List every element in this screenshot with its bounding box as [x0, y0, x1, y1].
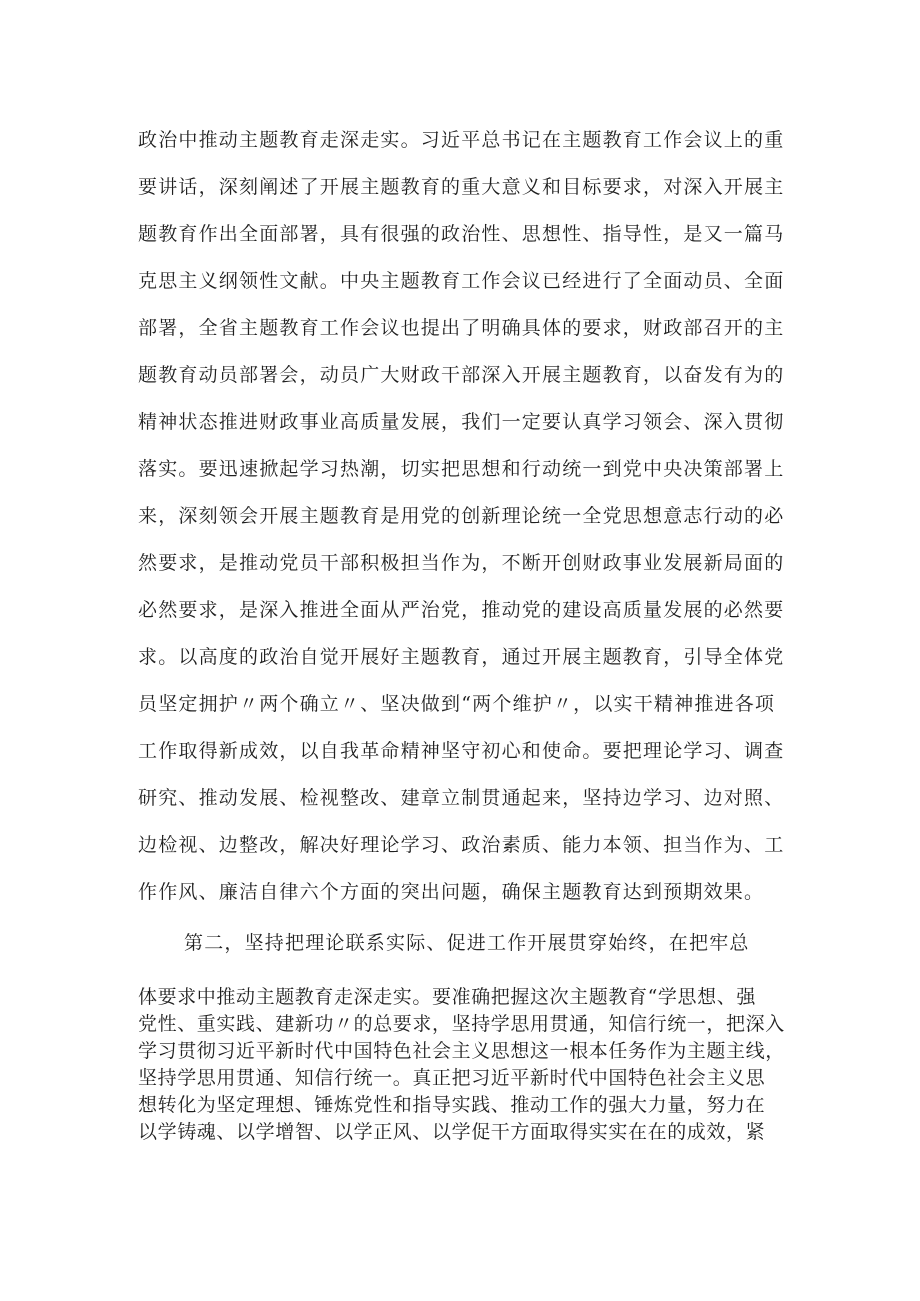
- text-line: 来，深刻领会开展主题教育是用党的创新理论统一全党思想意志行动的必: [138, 505, 785, 527]
- text-line: 题教育动员部署会，动员广大财政干部深入开展主题教育，以奋发有为的: [138, 364, 785, 386]
- text-line: 政治中推动主题教育走深走实。习近平总书记在主题教育工作会议上的重: [138, 129, 785, 151]
- text-line: 学习贯彻习近平新时代中国特色社会主义思想这一根本任务作为主题主线，: [138, 1040, 785, 1062]
- text-line: 体要求中推动主题教育走深走实。要准确把握这次主题教育“学思想、强: [138, 986, 756, 1008]
- text-line: 工作取得新成效，以自我革命精神坚守初心和使命。要把理论学习、调查: [138, 740, 785, 762]
- text-line: 必然要求，是深入推进全面从严治党，推动党的建设高质量发展的必然要: [138, 599, 785, 621]
- text-line: 然要求，是推动党员干部积极担当作为，不断开创财政事业发展新局面的: [138, 552, 785, 574]
- text-line: 坚持学思用贯通、知信行统一。真正把习近平新时代中国特色社会主义思: [138, 1067, 766, 1089]
- text-line: 边检视、边整改，解决好理论学习、政治素质、能力本领、担当作为、工: [138, 834, 785, 856]
- text-line: 精神状态推进财政事业高质量发展，我们一定要认真学习领会、深入贯彻: [138, 411, 785, 433]
- text-line: 作作风、廉洁自律六个方面的突出问题，确保主题教育达到预期效果。: [138, 881, 765, 903]
- text-line: 题教育作出全面部署，具有很强的政治性、思想性、指导性，是又一篇马: [138, 223, 785, 245]
- text-line: 以学铸魂、以学增智、以学正风、以学促干方面取得实实在在的成效，紧: [138, 1121, 766, 1143]
- text-line: 研究、推动发展、检视整改、建章立制贯通起来，坚持边学习、边对照、: [138, 787, 785, 809]
- text-line: 党性、重实践、建新功〃的总要求，坚持学思用贯通，知信行统一，把深入: [138, 1013, 785, 1035]
- text-line: 想转化为坚定理想、锤炼党性和指导实践、推动工作的强大力量，努力在: [138, 1094, 766, 1116]
- text-line: 克思主义纲领性文献。中央主题教育工作会议已经进行了全面动员、全面: [138, 270, 785, 292]
- text-line: 要讲话，深刻阐述了开展主题教育的重大意义和目标要求，对深入开展主: [138, 176, 785, 198]
- paragraph-2-first-line: 第二，坚持把理论联系实际、促进工作开展贯穿始终，在把牢总: [184, 932, 750, 954]
- text-line: 求。以高度的政治自觉开展好主题教育，通过开展主题教育，引导全体党: [138, 646, 785, 668]
- text-line: 落实。要迅速掀起学习热潮，切实把思想和行动统一到党中央决策部署上: [138, 458, 785, 480]
- text-line: 部署，全省主题教育工作会议也提出了明确具体的要求，财政部召开的主: [138, 317, 785, 339]
- text-line: 员坚定拥护〃两个确立〃、坚决做到“两个维护〃，以实干精神推进各项: [138, 693, 776, 715]
